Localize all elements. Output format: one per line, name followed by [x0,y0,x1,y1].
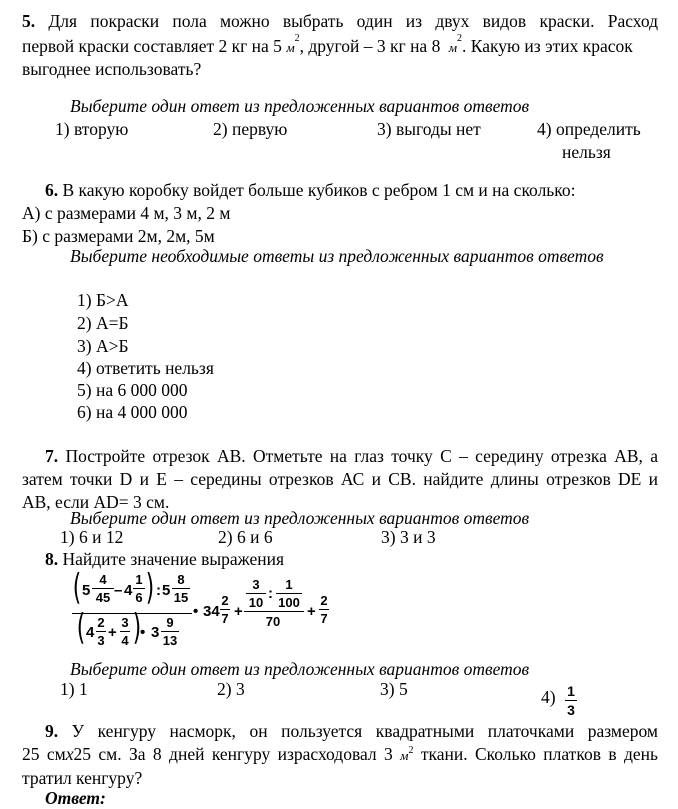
q5-unit-1: м [286,40,295,55]
q7-option-3[interactable]: 3) 3 и 3 [381,527,436,547]
q5-option-3[interactable]: 3) выгоды нет [377,119,481,139]
q8-option-2[interactable]: 2) 3 [217,679,245,699]
q8-option-1[interactable]: 1) 1 [60,679,88,699]
q6-option-2[interactable]: 2) А=Б [77,313,129,333]
q6-option-6[interactable]: 6) на 4 000 000 [77,402,188,422]
q5-question [22,10,658,33]
dot-sign: • [140,624,146,641]
q9-number: 9. [45,721,59,741]
q5-option-4[interactable]: 4) определить [537,119,641,139]
big-fraction-bar [244,611,304,612]
frac-3-10: 3 10 [246,578,266,609]
q6-box-b: Б) с размерами 2м, 2м, 5м [22,226,215,246]
q7-option-2[interactable]: 2) 6 и 6 [218,527,273,547]
int-5b: 5 [162,582,171,599]
q8-number: 8. [45,549,59,569]
paren-close-2: ) [132,607,142,648]
q5-unit-2: м [448,40,457,55]
q5-instruction: Выберите один ответ из предложенных вариантов ответов [70,96,530,116]
plus-sign-3: + [307,603,316,620]
q7-question: 7. Постройте отрезок АВ. Отметьте на глаз точку С – середину отрезка АВ, а затем точки D и Е – середины отрезков АС и СВ. найдите длины отрезков DE и АВ, если AD= 3 см. [22,446,658,512]
q8-instruction: Выберите один ответ из предложенных вариантов ответов [70,659,530,679]
q5-text-line1: Для покраски пола можно выбрать один из двух видов краски. Расход [35,11,658,31]
q5-sup-1: 2 [294,33,300,44]
frac-2-7b: 2 7 [320,593,328,626]
frac-2-7: 2 7 [221,593,229,626]
int-4: 4 [124,582,133,599]
colon-sign-2: : [268,585,273,602]
frac-1-100: 1 100 [276,578,302,609]
colon-sign: : [156,582,161,599]
int-3: 3 [151,624,160,641]
q6-question: 6. В какую коробку войдет больше кубиков с ребром 1 см и на сколько: [45,180,576,200]
frac-1-6: 1 6 [133,573,145,604]
q6-option-3[interactable]: 3) А>Б [77,336,129,356]
paren-close-1: ) [145,567,155,608]
paren-open-1: ( [72,567,82,608]
q7-instruction: Выберите один ответ из предложенных вариантов ответов [70,508,530,528]
q9-sup: 2 [408,745,414,756]
q6-box-a: А) с размерами 4 м, 3 м, 2 м [22,203,231,223]
int-4b: 4 [86,624,95,641]
q6-number: 6. [45,180,59,200]
q8-option-3[interactable]: 3) 5 [380,679,408,699]
q7-number: 7. [45,446,59,466]
frac-2-3: 2 3 [97,615,105,648]
q6-instruction: Выберите необходимые ответы из предложенных вариантов ответов [70,246,604,266]
plus-sign: + [108,624,117,641]
q5-text-line2: первой краски составляет 2 кг на 5 $м^2$, другой – 3 кг на 8 $м^2$. Какую из этих красок [22,33,633,56]
plus-sign-2: + [234,603,243,620]
q9-unit: м [400,748,409,763]
int-34: 34 [203,603,220,620]
q8-question: 8. Найдите значение выражения [45,549,285,569]
q6-option-4[interactable]: 4) ответить нельзя [77,358,214,378]
q5-option-4-cont: нельзя [562,142,611,162]
q9-answer-label: Ответ: [45,788,106,808]
q5-sup-2: 2 [457,33,462,44]
dot-sign-2: • [193,603,199,620]
paren-open-2: ( [76,607,86,648]
frac-4-45: 4 45 [92,573,114,604]
q7-option-1[interactable]: 1) 6 и 12 [60,527,124,547]
q5-option-2[interactable]: 2) первую [213,119,288,139]
q6-option-1[interactable]: 1) Б>А [77,290,129,310]
q8-option-4[interactable]: 4) [541,687,556,707]
q6-option-5[interactable]: 5) на 6 000 000 [77,380,188,400]
q8-option-4-fraction: 1 3 [565,684,577,717]
frac-3-4: 3 4 [121,615,129,648]
q5-option-1[interactable]: 1) вторую [55,119,129,139]
int-5: 5 [82,582,91,599]
den-70: 70 [265,614,281,629]
minus-sign: – [114,582,123,599]
frac-8-15: 8 15 [173,572,189,605]
q9-question: 9. У кенгуру насморк, он пользуется квадратными платочками размером 25 смх25 см. За 8 дней кенгуру израсходовал 3 $м^2$ ткани. Сколько платков в день тратил кенгуру? [22,721,659,788]
q5-text-line3: выгоднее использовать? [22,59,202,79]
frac-9-13: 9 13 [162,615,178,648]
q5-number: 5. [22,11,36,31]
